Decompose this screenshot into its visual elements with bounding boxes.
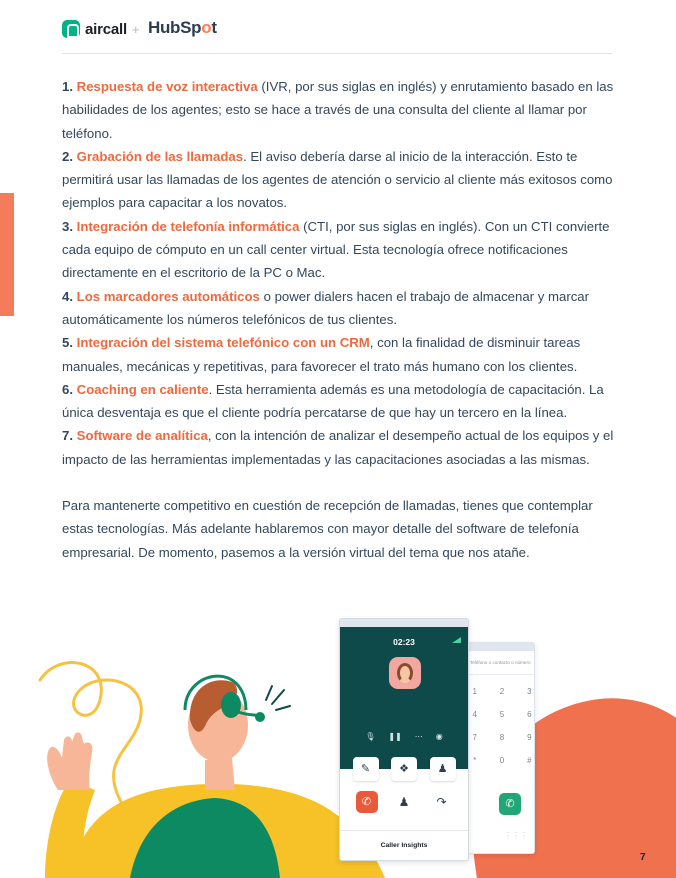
dialpad-key[interactable]: 9: [527, 733, 532, 742]
dialpad-key[interactable]: 5: [499, 710, 505, 719]
list-item: 5. Integración del sistema telefónico con un CRM, con la finalidad de disminuir tareas manuales, mecánicas y repetitivas, para favorecer el trato más humano con los clientes.: [62, 335, 581, 374]
aircall-wordmark: aircall: [85, 20, 127, 38]
call-timer: 02:23: [393, 637, 415, 647]
agent-neck: [205, 758, 235, 790]
dialpad-key[interactable]: 8: [499, 733, 505, 742]
list-item: 7. Software de analítica, con la intención de analizar el desempeño actual de los equipos y el impacto de las herramientas implementadas y las capacitaciones asociadas a las mismas.: [62, 428, 614, 467]
call-button[interactable]: [499, 793, 521, 815]
phone-icon: ✆: [505, 798, 515, 810]
page-number: 7: [640, 852, 646, 863]
list-item: 6. Coaching en caliente. Esta herramienta además es una metodología de capacitación. La única desventaja es que el cliente podría percatarse de que hay un tercero en la línea.: [62, 381, 604, 421]
hang-up-icon: ✆: [361, 796, 372, 808]
side-accent-tab: [0, 193, 14, 316]
assign-user-icon[interactable]: ♟: [430, 757, 456, 781]
aircall-logo: [62, 20, 127, 38]
avatar: [389, 657, 421, 689]
dialpad-key[interactable]: 3: [527, 687, 532, 696]
headset-earpiece: [221, 692, 241, 718]
body-content: [62, 75, 617, 564]
list-item: 1. Respuesta de voz interactiva (IVR, por sus siglas en inglés) y enrutamiento basado en las habilidades de los agentes; esto se hace a través de una consulta del cliente al llamar por teléfono.: [62, 79, 614, 141]
headset-mic-tip: [255, 712, 265, 722]
signal-icon: [452, 637, 461, 643]
page-header: [62, 18, 612, 54]
hang-up-button[interactable]: [356, 791, 378, 813]
call-controls: [340, 732, 468, 741]
call-action-tiles: [340, 757, 468, 781]
sound-lines: [266, 686, 290, 710]
dialpad-key[interactable]: 0: [499, 756, 505, 765]
call-screen: [340, 627, 468, 775]
microphone-icon[interactable]: 🎙: [365, 732, 376, 741]
dialpad-key[interactable]: 7: [472, 733, 477, 742]
add-user-icon[interactable]: ♟: [398, 795, 410, 809]
note-icon[interactable]: ✎: [353, 757, 379, 781]
dialpad-top-bar: [469, 643, 534, 651]
avatar-face: [397, 663, 413, 683]
keypad-icon[interactable]: ⋯: [414, 732, 423, 741]
closing-paragraph: Para mantenerte competitivo en cuestión de recepción de llamadas, tienes que contemplar estas tecnologías. Más adelante hablaremos con mayor detalle del software de telefonía empresarial. De momento, pasemos a la versión virtual del tema que nos atañe.: [62, 498, 593, 560]
dialpad-keys: [469, 687, 535, 765]
logo-separator: +: [132, 22, 140, 37]
caller-insights-button[interactable]: Caller Insights: [340, 830, 468, 860]
record-icon[interactable]: ◉: [435, 732, 443, 741]
dialpad-input[interactable]: Teléfono o contacto o número: [469, 651, 534, 675]
dialpad-key[interactable]: 2: [499, 687, 505, 696]
aircall-logo-icon: [62, 20, 80, 38]
list-item: 3. Integración de telefonía informática (CTI, por sus siglas en inglés). Con un CTI convierte cada equipo de cómputo en un call center virtual. Esta tecnología ofrece notificaciones directamente en el escritorio de la PC o Mac.: [62, 218, 610, 281]
dialpad-key[interactable]: #: [527, 756, 532, 765]
transfer-call-icon[interactable]: ↷: [436, 795, 447, 809]
call-phone: [339, 618, 469, 861]
call-actions: [340, 791, 468, 813]
pause-icon[interactable]: ❚❚: [388, 732, 402, 741]
dialpad-key[interactable]: 1: [472, 687, 477, 696]
keypad-dots-icon[interactable]: ⋮⋮⋮: [504, 831, 528, 840]
dialpad-key[interactable]: 6: [527, 710, 532, 719]
dialpad-key[interactable]: *: [473, 756, 477, 765]
hubspot-logo: HubSpot: [148, 18, 217, 37]
list-item: 4. Los marcadores automáticos o power dialers hacen el trabajo de almacenar y marcar automáticamente los números telefónicos de tus clientes.: [62, 288, 590, 327]
dialpad-key[interactable]: 4: [472, 710, 477, 719]
agent-hand: [47, 732, 92, 790]
tag-icon[interactable]: ❖: [391, 757, 417, 781]
dialpad-phone: [469, 642, 535, 854]
list-item: 2. Grabación de las llamadas. El aviso debería darse al inicio de la interacción. Esto te permitirá usar las llamadas de los agentes de atención o servicio al cliente más exitosos como ejemplos para capacitar a los novatos.: [62, 148, 613, 211]
phone-top-bar: [340, 619, 468, 627]
